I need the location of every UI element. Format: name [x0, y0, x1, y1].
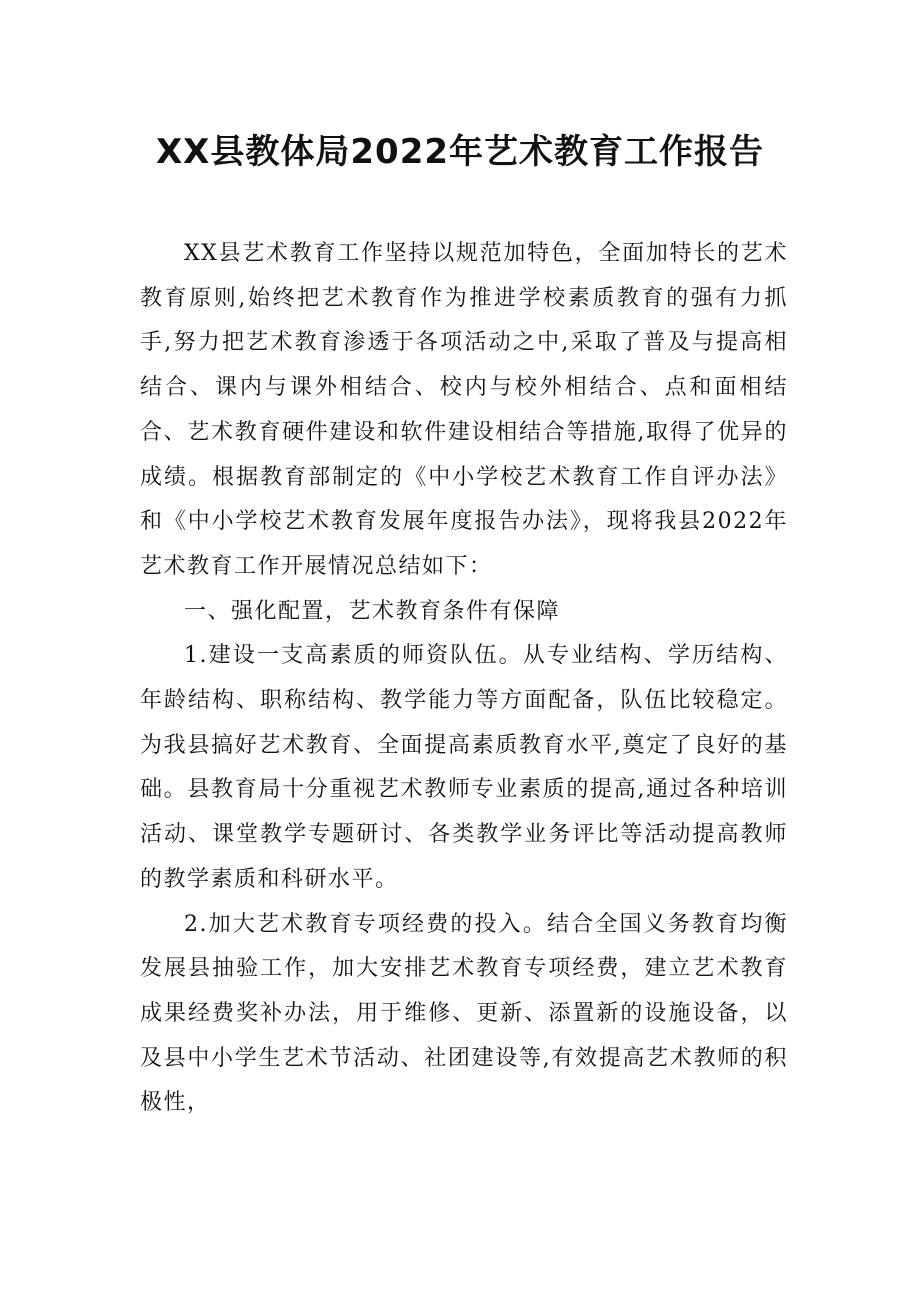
- paragraph-item-1: 1.建设一支高素质的师资队伍。从专业结构、学历结构、年龄结构、职称结构、教学能力等方面配备，队伍比较稳定。为我县搞好艺术教育、全面提高素质教育水平,奠定了良好的基础。县教育局十分重视艺术教师专业素质的提高,通过各种培训活动、课堂教学专题研讨、各类教学业务评比等活动提高教师的教学素质和科研水平。: [140, 643, 788, 892]
- section-heading-1: 一、强化配置，艺术教育条件有保障: [184, 598, 561, 624]
- document-title: XX县教体局2022年艺术教育工作报告: [155, 132, 765, 172]
- paragraph-intro: XX县艺术教育工作坚持以规范加特色，全面加特长的艺术教育原则,始终把艺术教育作为推进学校素质教育的强有力抓手,努力把艺术教育渗透于各项活动之中,采取了普及与提高相结合、课内与课外相结合、校内与校外相结合、点和面相结合、艺术教育硬件建设和软件建设相结合等措施,取得了优异的成绩。根据教育部制定的《中小学校艺术教育工作自评办法》和《中小学校艺术教育发展年度报告办法》，现将我县2022年艺术教育工作开展情况总结如下：: [140, 241, 788, 579]
- paragraph-item-2: 2.加大艺术教育专项经费的投入。结合全国义务教育均衡发展县抽验工作，加大安排艺术教育专项经费，建立艺术教育成果经费奖补办法，用于维修、更新、添置新的设施设备，以及县中小学生艺术节活动、社团建设等,有效提高艺术教师的积极性，: [140, 911, 788, 1116]
- document-body: [140, 232, 788, 1126]
